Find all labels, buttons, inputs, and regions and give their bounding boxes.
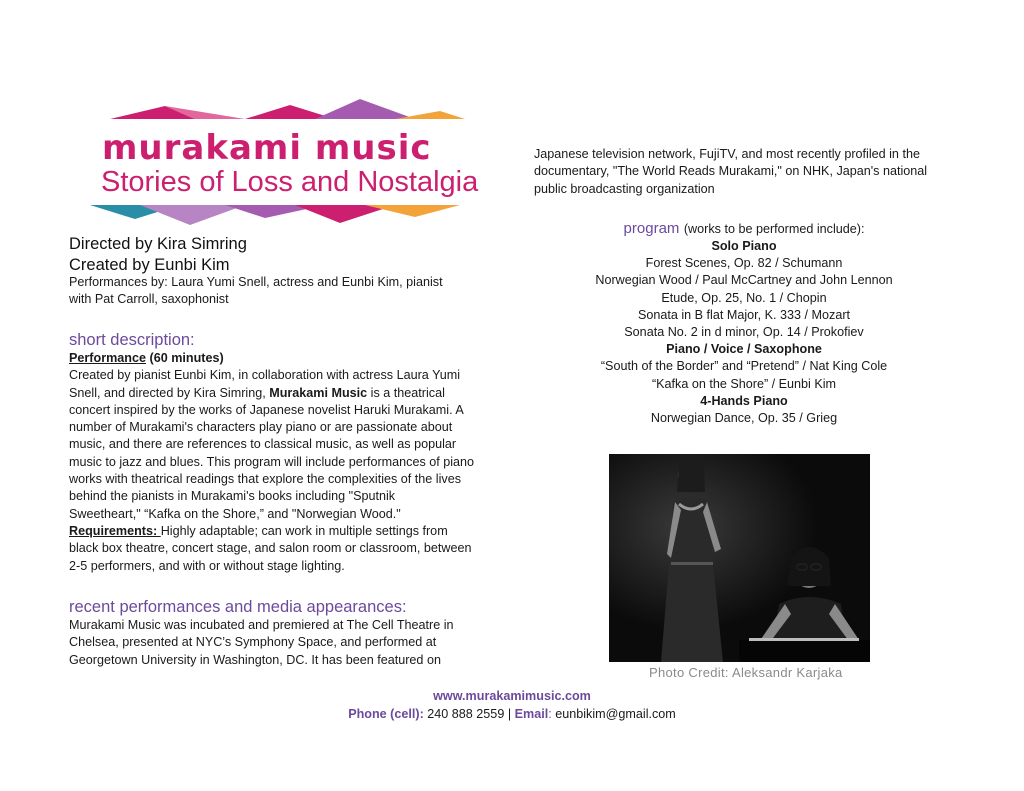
title-emphasis: Murakami Music: [269, 385, 368, 400]
description-text: Snell, and directed by Kira Simring,: [69, 385, 270, 400]
description-line: 2-5 performers, and with or without stage lighting.: [69, 558, 345, 573]
phone-label: Phone (cell):: [348, 707, 424, 721]
program-item: “Kafka on the Shore” / Eunbi Kim: [651, 376, 837, 391]
description-line: works with theatrical readings that explore the complexities of the lives: [69, 472, 461, 487]
recent-line: public broadcasting organization: [534, 181, 715, 196]
program-heading-line: [534, 220, 954, 238]
phone-number: 240 888 2559: [427, 707, 505, 721]
footer-contact-line: [0, 707, 1024, 721]
program-item: Etude, Op. 25, No. 1 / Chopin: [661, 290, 827, 305]
photo-caption: Photo Credit: Aleksandr Karjaka: [649, 665, 843, 680]
requirements-label: Requirements:: [69, 523, 161, 538]
program-item: Sonata No. 2 in d minor, Op. 14 / Prokofiev: [624, 325, 864, 340]
performers-line: with Pat Carroll, saxophonist: [69, 292, 229, 306]
program-item: Forest Scenes, Op. 82 / Schumann: [645, 256, 843, 271]
description-line: concert inspired by the works of Japanese novelist Haruki Murakami. A: [69, 402, 464, 417]
description-line: [69, 385, 499, 402]
requirements-text: Highly adaptable; can work in multiple settings from: [160, 523, 448, 538]
program-category: Piano / Voice / Saxophone: [666, 342, 822, 357]
created-by: Created by Eunbi Kim: [69, 256, 230, 274]
requirements-line: [69, 523, 499, 540]
photo-illustration: [609, 454, 870, 662]
description-line: Sweetheart," “Kafka on the Shore,” and "Norwegian Wood.": [69, 506, 401, 521]
recent-line: Murakami Music was incubated and premiered at The Cell Theatre in: [69, 618, 454, 632]
logo-shape: [365, 205, 460, 217]
footer-website-line: [0, 687, 1024, 705]
recent-heading: recent performances and media appearances:: [69, 598, 407, 616]
recent-line: Chelsea, presented at NYC’s Symphony Space, and performed at: [69, 635, 437, 650]
directed-by: Directed by Kira Simring: [69, 235, 247, 253]
email-colon: :: [548, 707, 552, 721]
logo-shape: [315, 99, 415, 119]
performance-label: Performance: [69, 351, 146, 365]
recent-body: [69, 617, 454, 669]
program-category: 4-Hands Piano: [700, 393, 788, 408]
program-list: [534, 238, 954, 427]
description-text: is a theatrical: [367, 385, 445, 400]
short-description-body: [69, 350, 499, 575]
website-link[interactable]: www.murakamimusic.com: [433, 689, 591, 703]
performance-duration: (60 minutes): [149, 351, 224, 365]
recent-line: documentary, "The World Reads Murakami," on NHK, Japan's national: [534, 164, 928, 179]
description-line: black box theatre, concert stage, and salon room or classroom, between: [69, 541, 472, 556]
program-note: (works to be performed include):: [683, 222, 865, 236]
performance-line: [69, 350, 499, 367]
program-item: Sonata in B flat Major, K. 333 / Mozart: [637, 307, 851, 322]
logo-shape: [140, 205, 245, 225]
recent-continued: [534, 146, 927, 198]
email-link[interactable]: eunbikim@gmail.com: [555, 707, 676, 721]
recent-line: Georgetown University in Washington, DC. It has been featured on: [69, 652, 441, 667]
program-category: Solo Piano: [711, 239, 777, 253]
program-item: Norwegian Wood / Paul McCartney and John Lennon: [595, 273, 893, 288]
separator: |: [507, 707, 512, 721]
description-line: Created by pianist Eunbi Kim, in collaboration with actress Laura Yumi: [69, 368, 461, 383]
logo-subtitle: Stories of Loss and Nostalgia: [101, 166, 479, 198]
short-description-heading: short description:: [69, 331, 195, 349]
performance-photo: [609, 454, 870, 662]
description-line: number of Murakami's characters play piano or are passionate about: [69, 420, 453, 435]
description-line: music to jazz and blues. This program will include performances of piano: [69, 454, 475, 469]
program-item: “South of the Border” and “Pretend” / Nat King Cole: [600, 359, 888, 374]
logo-title: murakami music: [102, 128, 432, 168]
logo-shape: [395, 111, 465, 119]
description-line: behind the pianists in Murakami's books including "Sputnik: [69, 489, 396, 504]
email-label: Email: [514, 707, 549, 721]
recent-line: Japanese television network, FujiTV, and most recently profiled in the: [534, 147, 920, 161]
program-item: Norwegian Dance, Op. 35 / Grieg: [650, 411, 838, 426]
program-heading: program: [623, 220, 680, 237]
description-line: music, and there are references to classical music, as well as popular: [69, 437, 457, 452]
piano: [739, 640, 870, 662]
performers-line: Performances by: Laura Yumi Snell, actress and Eunbi Kim, pianist: [69, 275, 443, 289]
